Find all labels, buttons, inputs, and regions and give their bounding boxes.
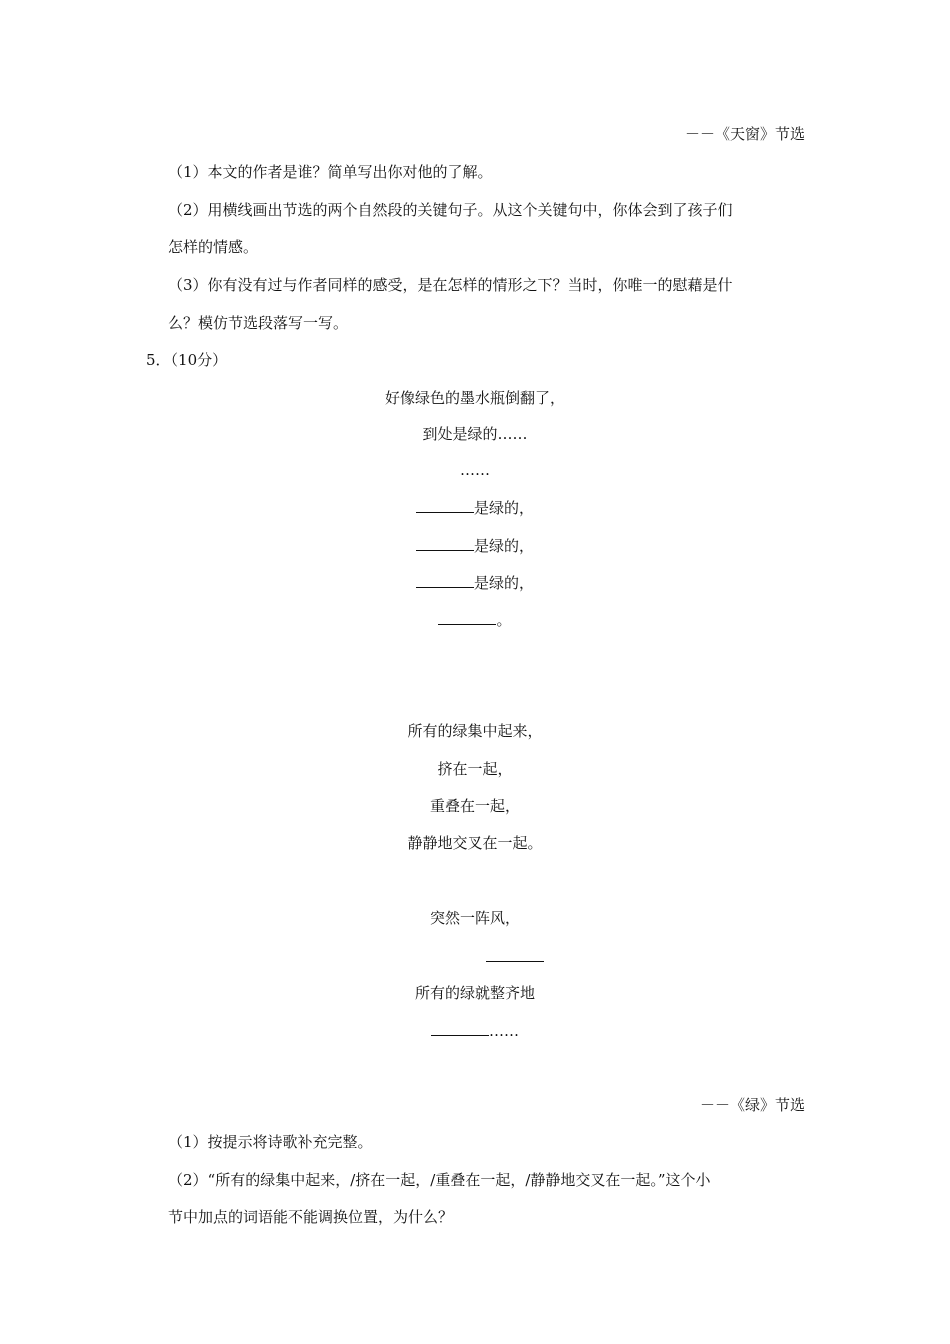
- poem-fill-blank-5[interactable]: [486, 946, 544, 962]
- poem-line: 重叠在一起，: [429, 797, 520, 815]
- poem-line: 静静地交叉在一起。: [407, 834, 543, 852]
- poem-line: ……: [460, 461, 490, 479]
- fill-blank[interactable]: [416, 535, 474, 551]
- poem-fill-line-6: ……: [0, 1020, 950, 1041]
- q5-header: 5．（10分）: [146, 351, 228, 369]
- poem-line: 突然一阵风，: [429, 909, 520, 927]
- poem-fill-line-2: 是绿的，: [0, 535, 950, 556]
- q5-sub2-cont: 节中加点的词语能不能调换位置，为什么？: [168, 1208, 454, 1226]
- fill-blank[interactable]: [416, 497, 474, 513]
- q4-sub3-cont: 么？模仿节选段落写一写。: [168, 314, 349, 332]
- fill-blank[interactable]: [431, 1020, 489, 1036]
- poem-line: 到处是绿的……: [422, 425, 528, 443]
- q5-sub2: （2）“所有的绿集中起来，/挤在一起，/重叠在一起，/静静地交叉在一起。”这个小: [168, 1171, 711, 1189]
- q4-sub2-cont: 怎样的情感。: [168, 238, 259, 256]
- passage5-source: －－《绿》节选: [699, 1096, 805, 1114]
- fill-blank[interactable]: [438, 609, 496, 625]
- q5-sub1: （1）按提示将诗歌补充完整。: [168, 1133, 373, 1151]
- q4-sub3: （3）你有没有过与作者同样的感受，是在怎样的情形之下？当时，你唯一的慰藉是什: [168, 276, 733, 294]
- poem-fill-line-3: 是绿的，: [0, 572, 950, 593]
- q4-sub2: （2）用横线画出节选的两个自然段的关键句子。从这个关键句中，你体会到了孩子们: [168, 201, 733, 219]
- poem-line: 所有的绿集中起来，: [407, 722, 543, 740]
- poem-line: 挤在一起，: [437, 760, 513, 778]
- poem-line: 好像绿色的墨水瓶倒翻了，: [384, 389, 565, 407]
- poem-fill-line-4: 。: [0, 609, 950, 630]
- poem-line: 所有的绿就整齐地: [414, 984, 535, 1002]
- poem-fill-line-1: 是绿的，: [0, 497, 950, 518]
- passage4-source: －－《天窗》节选: [684, 125, 805, 143]
- fill-blank[interactable]: [416, 572, 474, 588]
- q4-sub1: （1）本文的作者是谁？简单写出你对他的了解。: [168, 163, 493, 181]
